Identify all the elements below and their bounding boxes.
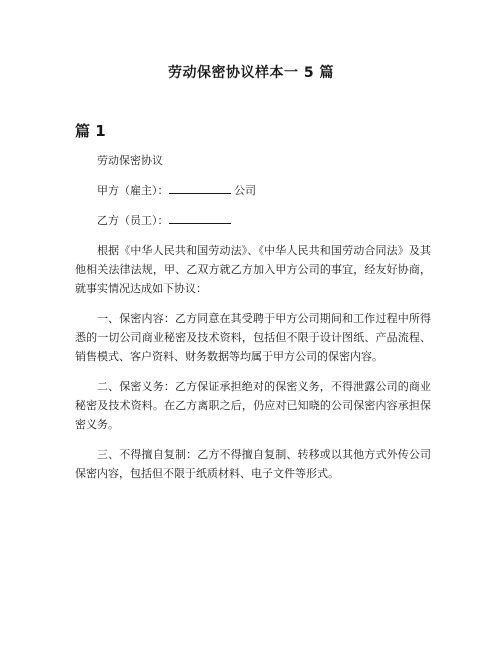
party-a-suffix: 公司 (230, 184, 256, 197)
document-body (75, 151, 431, 494)
party-a-blank (169, 181, 231, 194)
party-b-line (75, 211, 431, 230)
party-a-label: 甲方（雇主）： (97, 184, 169, 197)
party-b-label: 乙方（员工）： (97, 214, 169, 227)
party-b-blank (169, 211, 231, 224)
paragraph-clause-2: 二、保密义务：乙方保证承担绝对的保密义务，不得泄露公司的商业秘密及技术资料。在乙方离职之后，仍应对已知晓的公司保密内容承担保密义务。 (75, 380, 431, 431)
agreement-title: 劳动保密协议 (97, 154, 163, 167)
section-heading: 篇 1 (75, 122, 106, 140)
document-title: 劳动保密协议样本一 5 篇 (168, 65, 334, 81)
paragraph-clause-3: 三、不得擅自复制：乙方不得擅自复制、转移或以其他方式外传公司保密内容，包括但不限于纸质材料、电子文件等形式。 (75, 448, 431, 480)
party-a-line (75, 181, 431, 200)
paragraph-clause-1: 一、保密内容：乙方同意在其受聘于甲方公司期间和工作过程中所得悉的一切公司商业秘密及技术资料，包括但不限于设计图纸、产品流程、销售模式、客户资料、财务数据等均属于甲方公司的保密内容。 (75, 312, 431, 363)
paragraph-preamble: 根据《中华人民共和国劳动法》、《中华人民共和国劳动合同法》及其他相关法律法规，甲、乙双方就乙方加入甲方公司的事宜，经友好协商，就事实情况达成如下协议： (75, 244, 431, 295)
